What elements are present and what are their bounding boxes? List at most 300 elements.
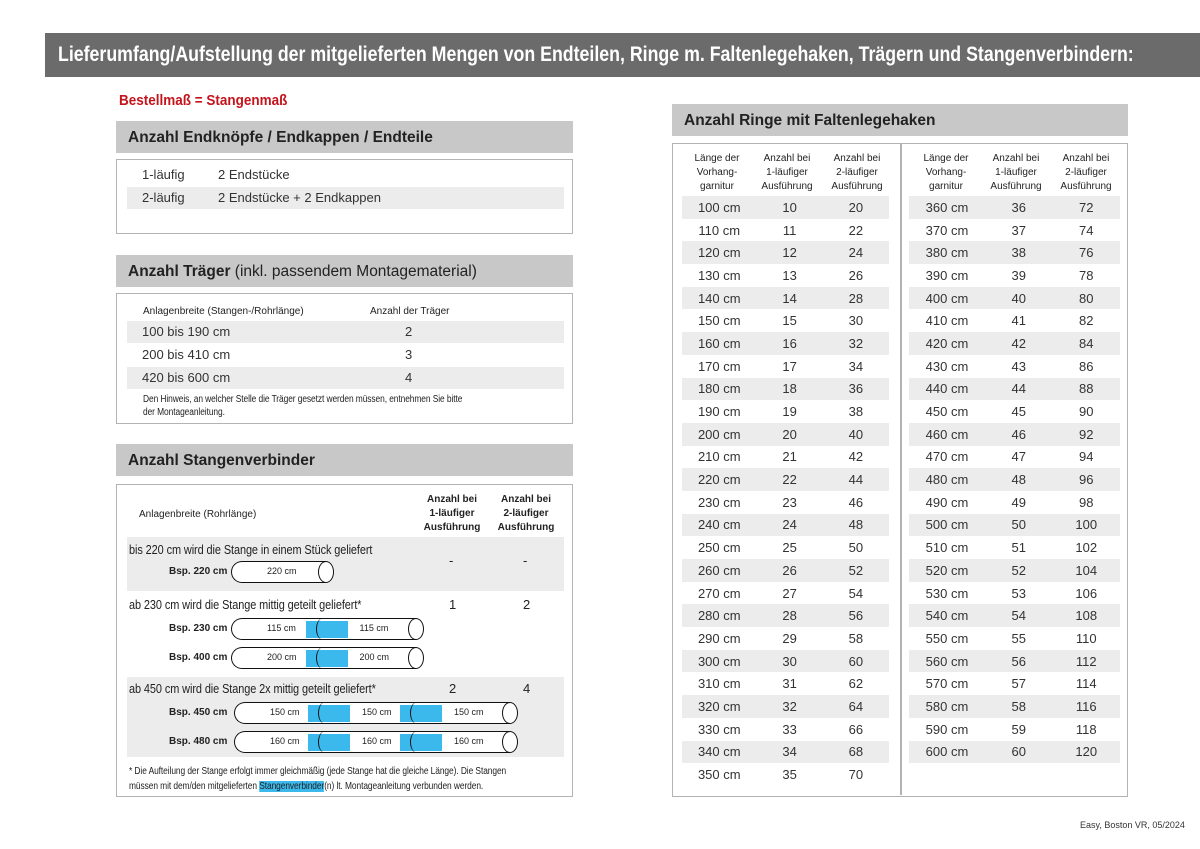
table-cell: 70 — [848, 767, 864, 783]
table-cell: 60 — [823, 650, 889, 673]
table-cell: 590 cm — [925, 721, 969, 737]
table-cell: 36 — [823, 378, 889, 401]
table-cell: 46 — [985, 423, 1053, 446]
table-cell: 40 — [823, 423, 889, 446]
traeger-heading — [116, 255, 573, 287]
table-cell: 23 — [782, 494, 797, 510]
cell: 420 bis 600 cm — [142, 370, 231, 385]
t: Anzahl bei — [1062, 153, 1110, 164]
table-row — [909, 468, 1120, 491]
table-cell: 440 cm — [909, 378, 985, 401]
table-cell: 48 — [823, 514, 889, 537]
table-cell: 57 — [1011, 676, 1026, 692]
table-cell: 24 — [823, 241, 889, 264]
table-cell: 47 — [1011, 449, 1026, 465]
ringe-table-left — [682, 196, 889, 786]
table-cell: 310 cm — [697, 676, 741, 692]
table-row — [682, 514, 889, 537]
table-row — [682, 582, 889, 605]
table-cell: 46 — [848, 494, 864, 510]
table-row — [682, 241, 889, 264]
cell: 2 — [405, 324, 413, 339]
t: Ausführung — [831, 181, 883, 192]
table-cell: 52 — [985, 559, 1053, 582]
table-row — [909, 355, 1120, 378]
col-header: Anzahl der Träger — [370, 306, 450, 317]
table-cell: 56 — [985, 650, 1053, 673]
table-cell: 270 cm — [697, 585, 741, 601]
table-cell: 28 — [757, 604, 823, 627]
order-note: Bestellmaß = Stangenmaß — [119, 92, 288, 109]
table-cell: 24 — [757, 514, 823, 537]
t: 2-läufiger — [503, 508, 549, 519]
table-cell: 108 — [1052, 604, 1120, 627]
table-cell: 16 — [757, 332, 823, 355]
table-cell: 100 — [1052, 514, 1120, 537]
t: 1-läufiger — [429, 508, 475, 519]
table-row — [909, 582, 1120, 605]
table-row — [682, 196, 889, 219]
example-label: Bsp. 480 cm — [169, 736, 228, 747]
table-cell: 31 — [782, 676, 797, 692]
table-row — [682, 446, 889, 469]
table-cell: 49 — [1011, 494, 1026, 510]
table-cell: 300 cm — [682, 650, 757, 673]
table-cell: 560 cm — [909, 650, 985, 673]
table-row — [909, 400, 1120, 423]
segment-length: 115 cm — [267, 623, 296, 633]
table-cell: 38 — [985, 241, 1053, 264]
heading-text: Anzahl Träger — [128, 263, 231, 280]
table-cell: 62 — [848, 676, 864, 692]
table-cell: 56 — [823, 604, 889, 627]
table-row — [909, 423, 1120, 446]
table-row — [909, 650, 1120, 673]
table-cell: 11 — [782, 222, 797, 238]
table-row — [682, 604, 889, 627]
segment-length: 150 cm — [270, 707, 300, 717]
table-cell: 370 cm — [925, 222, 969, 238]
table-cell: 44 — [985, 378, 1053, 401]
table-cell: 45 — [1011, 404, 1026, 420]
table-cell: 34 — [848, 358, 864, 374]
table-row — [909, 287, 1120, 310]
table-cell: 190 cm — [697, 404, 741, 420]
table-row — [682, 332, 889, 355]
ringe-table-right — [909, 196, 1120, 763]
divider — [900, 144, 902, 795]
t: Länge der — [694, 153, 740, 164]
table-row — [682, 627, 889, 650]
pipe-end — [502, 702, 518, 724]
table-row — [682, 718, 889, 741]
t: Anzahl bei — [426, 494, 477, 505]
table-cell: 42 — [848, 449, 864, 465]
table-cell: 180 cm — [682, 378, 757, 401]
table-cell: 340 cm — [682, 741, 757, 764]
table-row — [909, 536, 1120, 559]
t: 2-läufiger — [836, 167, 878, 178]
table-cell: 380 cm — [909, 241, 985, 264]
table-row — [909, 219, 1120, 242]
table-row — [682, 423, 889, 446]
table-cell: 76 — [1052, 241, 1120, 264]
table-cell: 37 — [1011, 222, 1026, 238]
table-cell: 100 cm — [682, 196, 757, 219]
cell: 100 bis 190 cm — [142, 324, 231, 339]
table-cell: 26 — [757, 559, 823, 582]
table-cell: 210 cm — [697, 449, 741, 465]
table-row — [682, 491, 889, 514]
highlight: Stangenverbinder — [259, 781, 325, 792]
table-row — [909, 672, 1120, 695]
table-cell: 240 cm — [682, 514, 757, 537]
table-cell: 50 — [985, 514, 1053, 537]
table-cell: 490 cm — [925, 494, 969, 510]
table-cell: 30 — [757, 650, 823, 673]
t: Anzahl bei — [500, 494, 551, 505]
cell: 2 Endstücke + 2 Endkappen — [218, 190, 381, 205]
endteile-box — [116, 159, 573, 234]
table-cell: 39 — [1011, 267, 1026, 283]
traeger-row — [127, 321, 564, 343]
table-cell: 90 — [1079, 404, 1094, 420]
table-cell: 74 — [1079, 222, 1094, 238]
table-row — [682, 763, 889, 786]
table-row — [682, 650, 889, 673]
table-cell: 54 — [985, 604, 1053, 627]
t: Vorhang- — [925, 167, 967, 178]
table-cell: 20 — [757, 423, 823, 446]
group-text: bis 220 cm wird die Stange in einem Stück geliefert — [129, 542, 373, 557]
title-bar — [45, 33, 1200, 77]
table-cell: 114 — [1075, 676, 1097, 692]
table-cell: 280 cm — [682, 604, 757, 627]
count-1l: 2 — [449, 681, 457, 696]
footer-credit: Easy, Boston VR, 05/2024 — [1080, 820, 1185, 830]
table-cell: 72 — [1052, 196, 1120, 219]
table-cell: 25 — [782, 540, 797, 556]
table-cell: 110 — [1075, 630, 1097, 646]
table-cell: 520 cm — [909, 559, 985, 582]
example-label: Bsp. 400 cm — [169, 652, 228, 663]
cell: 2 Endstücke — [218, 167, 290, 182]
table-cell: 51 — [1011, 540, 1026, 556]
table-cell: 140 cm — [682, 287, 757, 310]
segment-length: 200 cm — [267, 652, 297, 662]
table-row — [909, 332, 1120, 355]
table-row — [682, 378, 889, 401]
table-cell: 78 — [1079, 267, 1094, 283]
table-cell: 55 — [1011, 630, 1026, 646]
traeger-row — [127, 344, 564, 366]
traeger-row — [127, 367, 564, 389]
ringe-heading: Anzahl Ringe mit Faltenlegehaken — [672, 104, 1128, 136]
count-2l: - — [523, 553, 528, 568]
table-cell: 41 — [1011, 313, 1026, 329]
table-cell: 540 cm — [909, 604, 985, 627]
count-1l: - — [449, 553, 454, 568]
table-cell: 52 — [823, 559, 889, 582]
footnote: * Die Aufteilung der Stange erfolgt immer gleichmäßig (jede Stange hat die gleiche Länge). Die Stangen — [129, 766, 507, 777]
table-cell: 36 — [985, 196, 1053, 219]
col-header-2l — [491, 493, 561, 535]
pipe-end — [502, 731, 518, 753]
segment-length: 115 cm — [359, 623, 389, 633]
table-cell: 510 cm — [925, 540, 969, 556]
table-cell: 94 — [1079, 449, 1094, 465]
t: Ausführung — [423, 522, 481, 533]
table-cell: 27 — [782, 585, 797, 601]
table-row — [682, 264, 889, 287]
table-cell: 21 — [782, 449, 797, 465]
pipe-end — [408, 647, 424, 669]
table-cell: 530 cm — [925, 585, 969, 601]
table-cell: 80 — [1052, 287, 1120, 310]
note: der Montageanleitung. — [143, 407, 225, 418]
table-row — [682, 672, 889, 695]
table-cell: 88 — [1052, 378, 1120, 401]
table-row — [909, 264, 1120, 287]
col-header — [682, 152, 752, 194]
table-cell: 160 cm — [682, 332, 757, 355]
table-row — [909, 241, 1120, 264]
table-cell: 58 — [848, 630, 864, 646]
table-cell: 82 — [1079, 313, 1094, 329]
t: 1-läufiger — [766, 167, 808, 178]
table-row — [909, 196, 1120, 219]
table-row — [682, 559, 889, 582]
table-row — [909, 514, 1120, 537]
table-cell: 58 — [985, 695, 1053, 718]
table-row — [909, 627, 1120, 650]
table-cell: 500 cm — [909, 514, 985, 537]
segment-length: 150 cm — [362, 707, 392, 717]
endteile-row — [127, 164, 564, 186]
cell: 1-läufig — [142, 167, 185, 182]
table-cell: 580 cm — [909, 695, 985, 718]
table-cell: 22 — [757, 468, 823, 491]
table-row — [682, 536, 889, 559]
table-cell: 420 cm — [909, 332, 985, 355]
table-row — [682, 355, 889, 378]
cell: 3 — [405, 347, 413, 362]
t: Ausführung — [1060, 181, 1112, 192]
table-cell: 12 — [757, 241, 823, 264]
table-row — [909, 491, 1120, 514]
table-cell: 48 — [985, 468, 1053, 491]
segment-length: 150 cm — [454, 707, 484, 717]
table-cell: 112 — [1052, 650, 1120, 673]
t: Anzahl bei — [992, 153, 1040, 164]
table-cell: 570 cm — [925, 676, 969, 692]
table-cell: 390 cm — [925, 267, 969, 283]
table-cell: 64 — [823, 695, 889, 718]
table-cell: 104 — [1052, 559, 1120, 582]
table-cell: 26 — [848, 267, 864, 283]
col-header-1l — [417, 493, 487, 535]
endteile-row — [127, 187, 564, 209]
table-row — [909, 309, 1120, 332]
table-cell: 10 — [757, 196, 823, 219]
col-header: Anlagenbreite (Rohrlänge) — [139, 509, 257, 520]
table-cell: 102 — [1075, 540, 1098, 556]
table-cell: 480 cm — [909, 468, 985, 491]
t: 1-läufiger — [995, 167, 1037, 178]
t: Vorhang- — [696, 167, 738, 178]
table-cell: 59 — [1011, 721, 1026, 737]
segment-length: 160 cm — [270, 736, 300, 746]
table-cell: 350 cm — [697, 767, 741, 783]
t: Anzahl bei — [763, 153, 811, 164]
table-cell: 38 — [848, 404, 864, 420]
table-cell: 170 cm — [697, 358, 741, 374]
table-cell: 250 cm — [697, 540, 741, 556]
table-cell: 50 — [848, 540, 864, 556]
col-header — [752, 152, 822, 194]
traeger-box — [116, 293, 573, 424]
table-cell: 30 — [848, 313, 864, 329]
count-1l: 1 — [449, 597, 457, 612]
table-cell: 54 — [848, 585, 864, 601]
t: Anzahl bei — [833, 153, 881, 164]
table-cell: 19 — [782, 404, 797, 420]
t: 2-läufiger — [1065, 167, 1107, 178]
table-cell: 44 — [823, 468, 889, 491]
t: (n) lt. Montageanleitung verbunden werden. — [324, 781, 484, 792]
table-row — [682, 468, 889, 491]
table-cell: 430 cm — [925, 358, 969, 374]
table-cell: 35 — [782, 767, 797, 783]
col-header — [822, 152, 892, 194]
count-2l: 4 — [523, 681, 531, 696]
table-cell: 470 cm — [925, 449, 969, 465]
segment-length: 200 cm — [359, 652, 390, 662]
table-cell: 86 — [1079, 358, 1094, 374]
table-row — [682, 287, 889, 310]
table-row — [682, 695, 889, 718]
t: müssen mit dem/den mitgelieferten — [129, 781, 260, 792]
table-cell: 360 cm — [909, 196, 985, 219]
table-row — [909, 604, 1120, 627]
t: Länge der — [923, 153, 969, 164]
example-label: Bsp. 450 cm — [169, 707, 228, 718]
t: Ausführung — [497, 522, 555, 533]
example-label: Bsp. 230 cm — [169, 623, 228, 634]
segment-length: 160 cm — [454, 736, 484, 746]
table-cell: 330 cm — [697, 721, 741, 737]
verbinder-heading: Anzahl Stangenverbinder — [116, 444, 573, 476]
cell: 4 — [405, 370, 413, 385]
table-cell: 130 cm — [697, 267, 741, 283]
table-cell: 66 — [848, 721, 864, 737]
count-2l: 2 — [523, 597, 531, 612]
table-cell: 118 — [1075, 721, 1097, 737]
table-cell: 32 — [757, 695, 823, 718]
table-cell: 13 — [782, 267, 797, 283]
table-cell: 20 — [823, 196, 889, 219]
table-cell: 14 — [757, 287, 823, 310]
table-cell: 42 — [985, 332, 1053, 355]
table-cell: 53 — [1011, 585, 1026, 601]
cell: 2-läufig — [142, 190, 185, 205]
col-header — [911, 152, 981, 194]
table-cell: 33 — [782, 721, 797, 737]
table-cell: 92 — [1052, 423, 1120, 446]
table-cell: 22 — [848, 222, 864, 238]
group-text: ab 450 cm wird die Stange 2x mittig geteilt geliefert* — [129, 681, 376, 696]
table-row — [909, 559, 1120, 582]
table-cell: 106 — [1075, 585, 1098, 601]
table-cell: 450 cm — [925, 404, 969, 420]
t: Ausführung — [761, 181, 813, 192]
table-row — [909, 446, 1120, 469]
table-cell: 32 — [823, 332, 889, 355]
table-cell: 18 — [757, 378, 823, 401]
table-row — [682, 741, 889, 764]
t: garnitur — [929, 181, 963, 192]
table-cell: 220 cm — [682, 468, 757, 491]
table-cell: 68 — [823, 741, 889, 764]
table-cell: 96 — [1052, 468, 1120, 491]
table-row — [682, 400, 889, 423]
table-row — [682, 219, 889, 242]
ringe-box — [672, 143, 1128, 797]
table-cell: 120 cm — [682, 241, 757, 264]
table-cell: 550 cm — [925, 630, 969, 646]
table-cell: 320 cm — [682, 695, 757, 718]
table-cell: 84 — [1052, 332, 1120, 355]
table-cell: 460 cm — [909, 423, 985, 446]
table-cell: 200 cm — [682, 423, 757, 446]
t: Ausführung — [990, 181, 1042, 192]
table-cell: 15 — [782, 313, 797, 329]
cell: 200 bis 410 cm — [142, 347, 231, 362]
table-cell: 290 cm — [697, 630, 741, 646]
table-cell: 230 cm — [697, 494, 741, 510]
table-cell: 410 cm — [925, 313, 969, 329]
table-cell: 400 cm — [909, 287, 985, 310]
table-row — [682, 309, 889, 332]
page-title: Lieferumfang/Aufstellung der mitgelieferten Mengen von Endteilen, Ringe m. Faltenlegehaken, Trägern und Stangenverbindern: — [58, 43, 1134, 66]
table-row — [909, 695, 1120, 718]
pipe-end — [408, 618, 424, 640]
table-cell: 150 cm — [697, 313, 741, 329]
table-cell: 110 cm — [698, 222, 741, 238]
footnote — [129, 780, 483, 793]
table-cell: 43 — [1011, 358, 1026, 374]
verbinder-box — [116, 484, 573, 797]
t: garnitur — [700, 181, 734, 192]
table-cell: 60 — [985, 741, 1053, 764]
table-cell: 98 — [1079, 494, 1094, 510]
example-label: Bsp. 220 cm — [169, 566, 228, 577]
col-header — [981, 152, 1051, 194]
table-row — [909, 741, 1120, 764]
table-cell: 34 — [757, 741, 823, 764]
table-cell: 28 — [823, 287, 889, 310]
table-cell: 260 cm — [682, 559, 757, 582]
table-cell: 120 — [1052, 741, 1120, 764]
table-row — [909, 718, 1120, 741]
heading-suffix: (inkl. passendem Montagematerial) — [230, 263, 477, 280]
segment-length: 220 cm — [267, 566, 297, 576]
endteile-heading: Anzahl Endknöpfe / Endkappen / Endteile — [116, 121, 573, 153]
table-cell: 116 — [1052, 695, 1120, 718]
pipe-end — [318, 561, 334, 583]
note: Den Hinweis, an welcher Stelle die Träger gesetzt werden müssen, entnehmen Sie bitte — [143, 394, 463, 405]
table-cell: 29 — [782, 630, 797, 646]
